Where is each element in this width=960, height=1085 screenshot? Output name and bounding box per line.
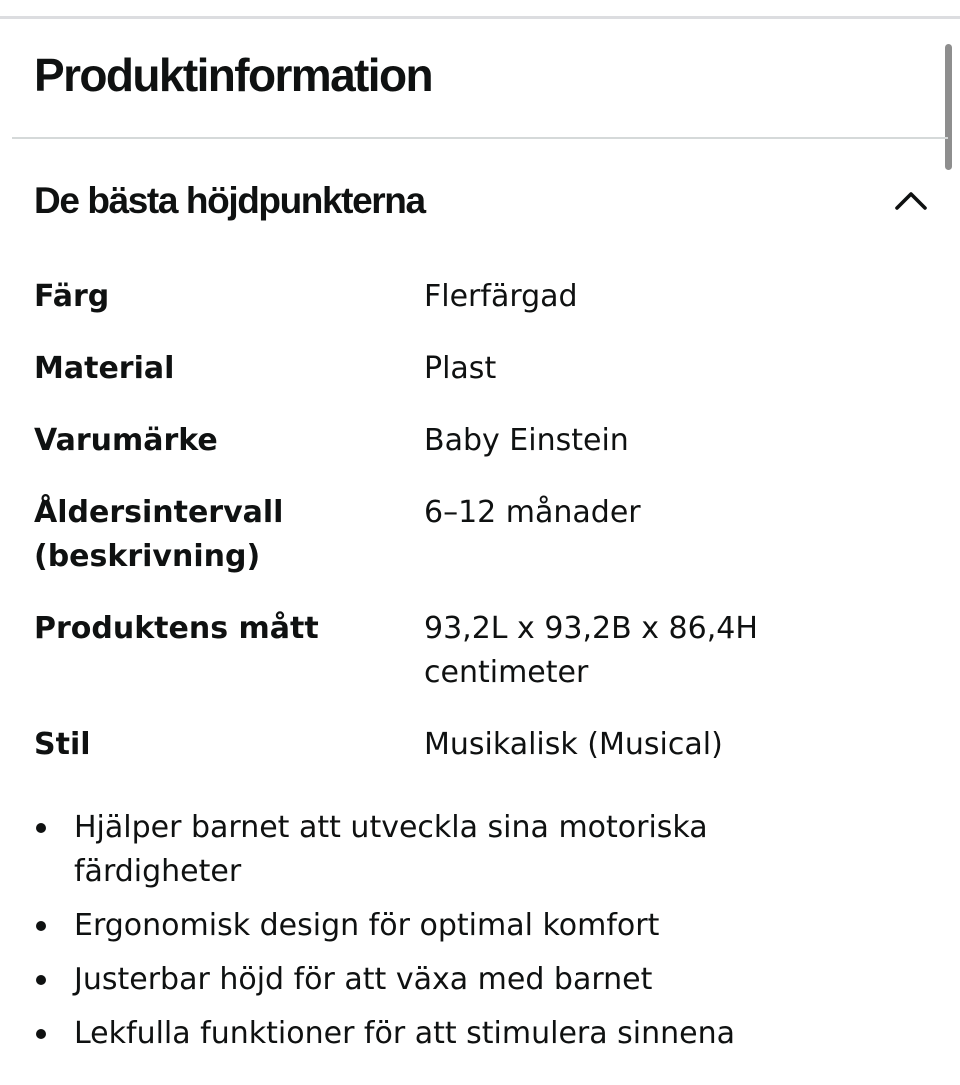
bullet-icon <box>36 975 46 985</box>
spec-row-produktens-matt <box>34 607 934 695</box>
highlights-section-header[interactable] <box>0 165 960 241</box>
bullet-text: Lekfulla funktioner för att stimulera sinnena <box>74 1016 736 1051</box>
bullet-icon <box>36 921 46 931</box>
page-title: Produktinformation <box>34 49 432 101</box>
spec-row-material <box>34 347 934 391</box>
section-divider <box>12 137 948 139</box>
spec-key: Produktens mått <box>34 611 319 646</box>
section-title: De bästa höjdpunkterna <box>34 180 425 221</box>
spec-key: Material <box>34 351 175 386</box>
spec-value: Musikalisk (Musical) <box>424 727 723 762</box>
feature-bullet-list <box>34 806 914 1066</box>
spec-key: Varumärke <box>34 423 218 458</box>
list-item <box>34 958 914 1002</box>
spec-table <box>34 275 934 795</box>
bullet-text: Hjälper barnet att utveckla sina motoriska färdigheter <box>74 810 708 889</box>
spec-row-farg <box>34 275 934 319</box>
spec-key: Stil <box>34 727 91 762</box>
spec-row-stil <box>34 723 934 767</box>
bullet-text: Ergonomisk design för optimal komfort <box>74 908 660 943</box>
top-divider <box>0 16 960 19</box>
spec-value: Plast <box>424 351 497 386</box>
bullet-icon <box>36 823 46 833</box>
list-item <box>34 904 914 948</box>
spec-value: Flerfärgad <box>424 279 578 314</box>
spec-value: 93,2L x 93,2B x 86,4H centimeter <box>424 611 758 690</box>
spec-value: Baby Einstein <box>424 423 629 458</box>
list-item <box>34 1012 914 1056</box>
spec-row-varumarke <box>34 419 934 463</box>
bullet-text: Justerbar höjd för att växa med barnet <box>74 962 653 997</box>
spec-key: Åldersintervall (beskrivning) <box>34 495 284 574</box>
chevron-up-icon[interactable] <box>888 181 934 221</box>
bullet-icon <box>36 1029 46 1039</box>
spec-row-aldersintervall <box>34 491 934 579</box>
spec-key: Färg <box>34 279 110 314</box>
scrollbar-thumb[interactable] <box>945 44 952 170</box>
spec-value: 6–12 månader <box>424 495 641 530</box>
list-item <box>34 806 914 894</box>
